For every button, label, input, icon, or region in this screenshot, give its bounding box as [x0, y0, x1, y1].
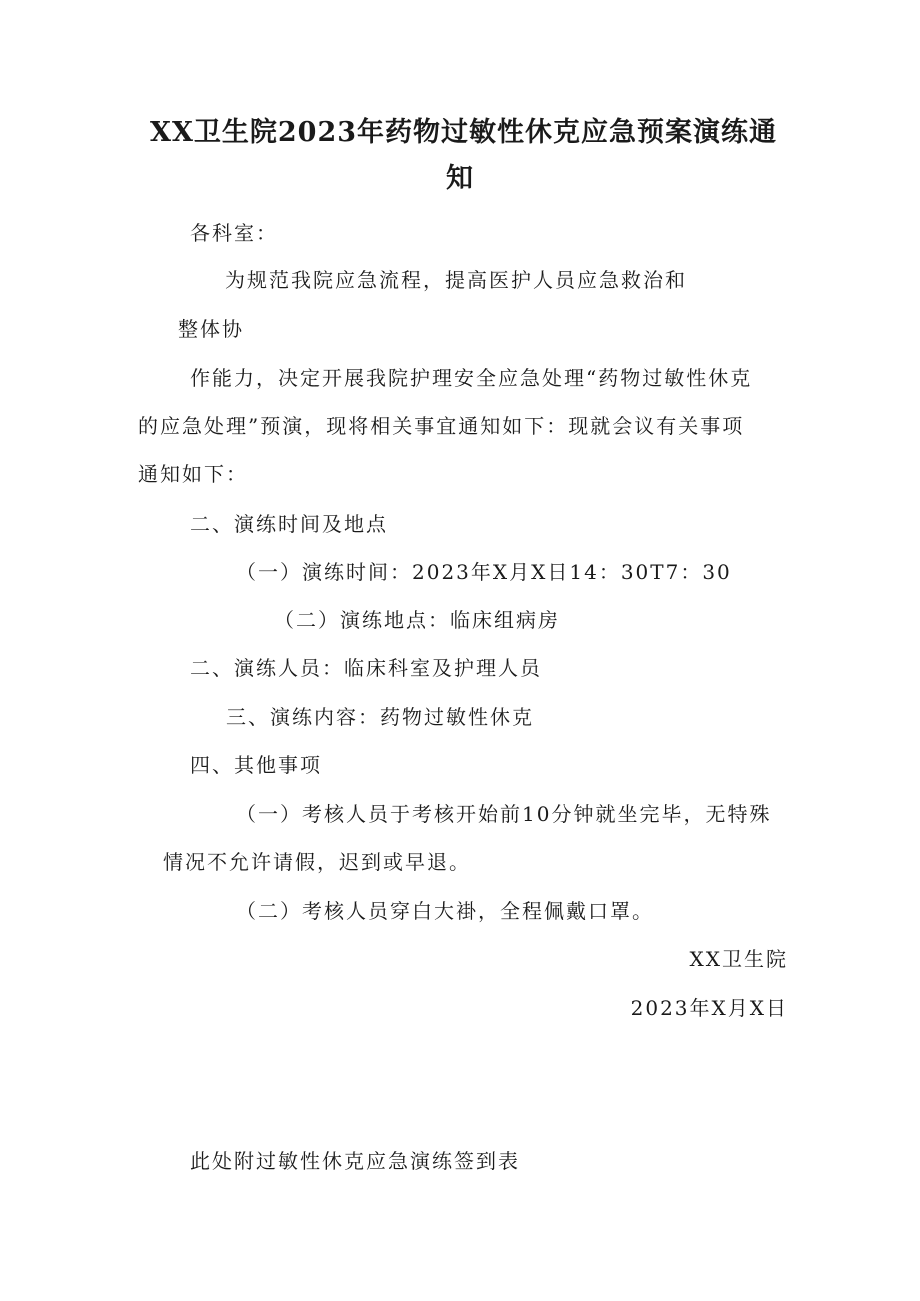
document-title-line-2: 知 [446, 163, 474, 194]
intro-line-5: 通知如下： [138, 462, 248, 486]
intro-line-4: 的应急处理”预演，现将相关事宜通知如下：现就会议有关事项 [138, 414, 745, 438]
section-time-place: 二、演练时间及地点 [190, 512, 388, 536]
section-drill-people: 二、演练人员：临床科室及护理人员 [190, 656, 542, 680]
salutation: 各科室： [190, 221, 278, 245]
section-drill-content: 三、演练内容：药物过敏性休克 [226, 705, 534, 729]
intro-line-1: 为规范我院应急流程，提高医护人员应急救治和 [225, 268, 687, 292]
intro-line-2: 整体协 [178, 317, 244, 341]
item-drill-place: （二）演练地点：临床组病房 [274, 608, 560, 632]
item-drill-time: （一）演练时间：2023年X月X日14：30T7：30 [236, 560, 732, 584]
attachment-note: 此处附过敏性休克应急演练签到表 [190, 1149, 520, 1173]
signature-organization: XX卫生院 [689, 947, 788, 971]
section-other-matters: 四、其他事项 [190, 753, 322, 777]
other-item-2: （二）考核人员穿白大褂，全程佩戴口罩。 [236, 899, 654, 923]
other-item-1-line-1: （一）考核人员于考核开始前10分钟就坐完毕，无特殊 [236, 802, 772, 826]
intro-line-3: 作能力，决定开展我院护理安全应急处理“药物过敏性休克 [190, 366, 753, 390]
document-title-line-1: XX卫生院2023年药物过敏性休克应急预案演练通 [150, 117, 778, 148]
signature-date: 2023年X月X日 [630, 996, 788, 1020]
other-item-1-line-2: 情况不允许请假，迟到或早退。 [163, 850, 471, 874]
